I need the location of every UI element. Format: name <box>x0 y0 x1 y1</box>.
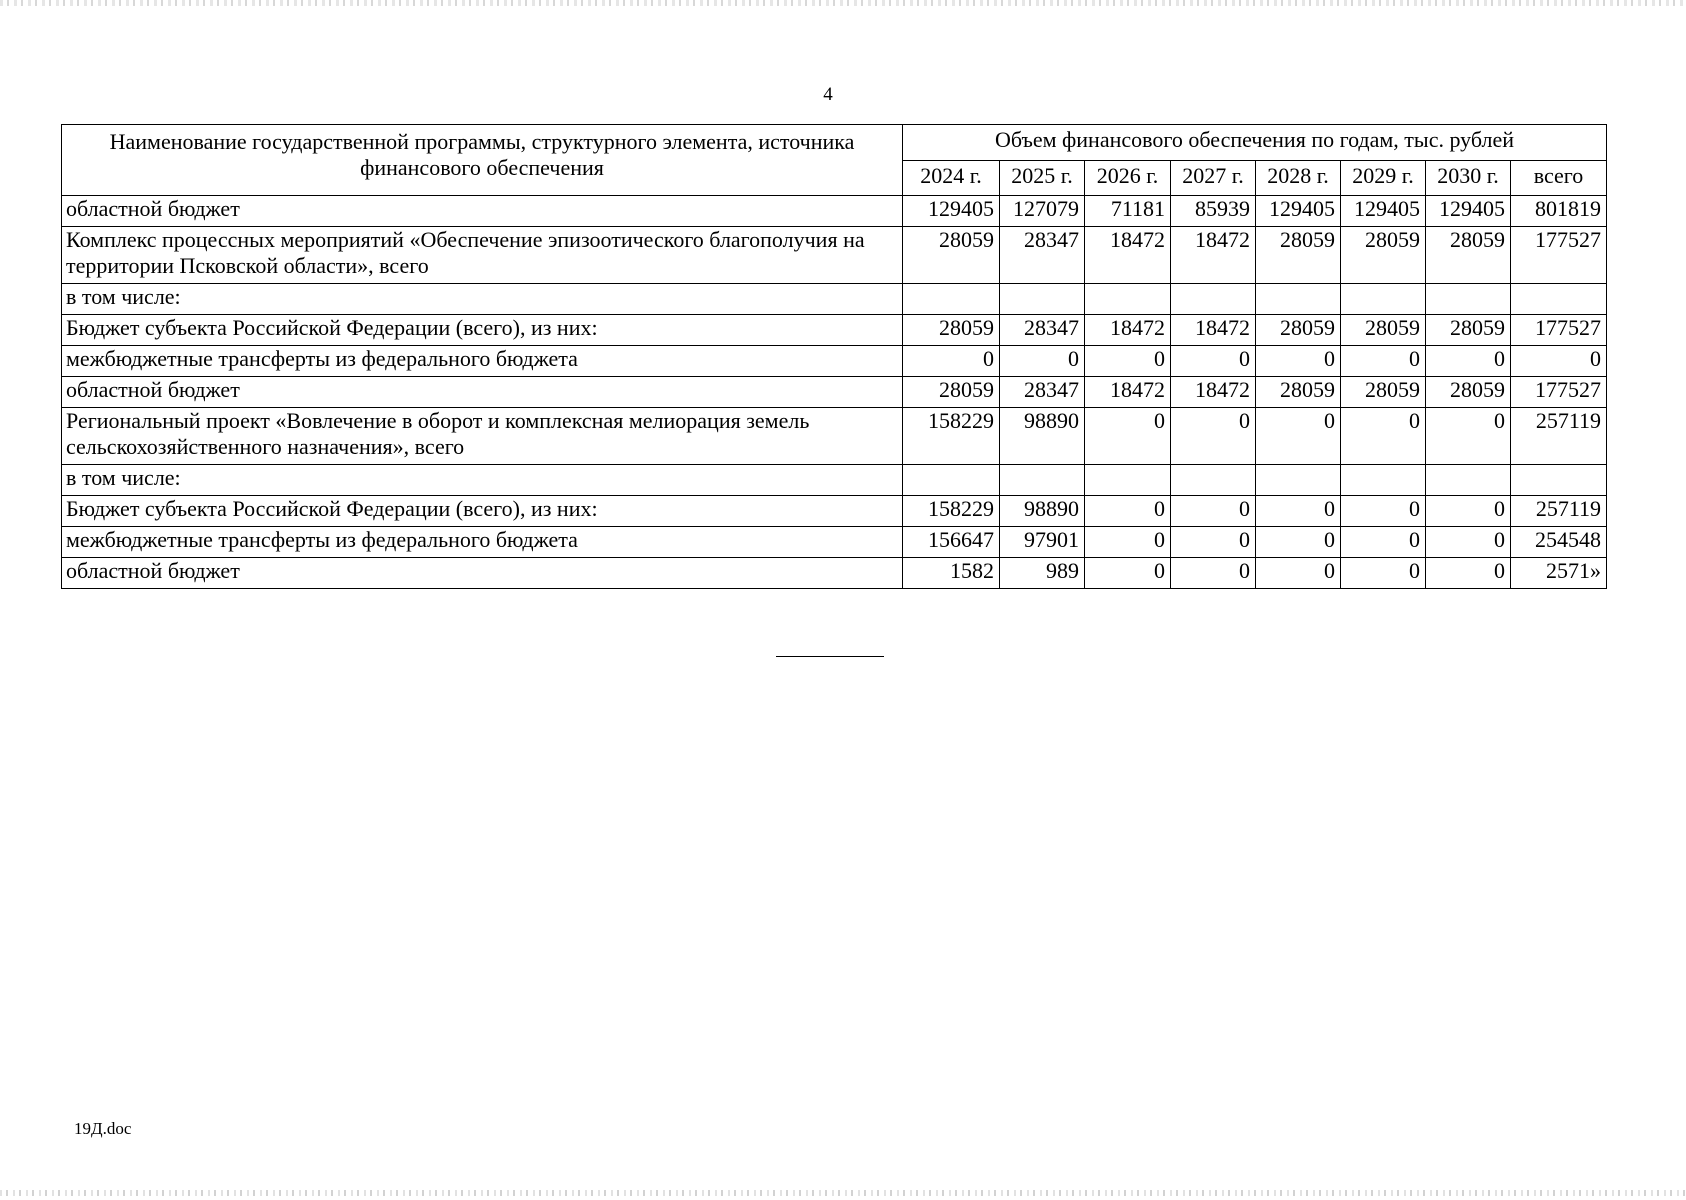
cell-value: 85939 <box>1171 196 1256 227</box>
cell-value: 0 <box>1085 346 1171 377</box>
cell-value: 129405 <box>903 196 1000 227</box>
cell-value: 28347 <box>1000 377 1085 408</box>
cell-value: 989 <box>1000 558 1085 589</box>
cell-total: 801819 <box>1511 196 1607 227</box>
cell-value <box>1085 284 1171 315</box>
cell-value: 0 <box>1256 527 1341 558</box>
scan-edge-top <box>0 0 1686 6</box>
cell-total <box>1511 465 1607 496</box>
cell-total: 257119 <box>1511 408 1607 465</box>
cell-value: 129405 <box>1426 196 1511 227</box>
table-row <box>62 284 1607 315</box>
cell-value: 28059 <box>1426 227 1511 284</box>
cell-value <box>1000 284 1085 315</box>
row-name: Региональный проект «Вовлечение в оборот и комплексная мелиорация земель сельскохозяйственного назначения», всего <box>62 408 903 465</box>
cell-value: 18472 <box>1171 227 1256 284</box>
scan-edge-bottom <box>0 1190 1686 1196</box>
cell-value: 18472 <box>1171 315 1256 346</box>
cell-value: 28059 <box>1341 377 1426 408</box>
table-row <box>62 527 1607 558</box>
cell-value: 129405 <box>1341 196 1426 227</box>
header-year: 2028 г. <box>1256 160 1341 196</box>
header-total: всего <box>1511 160 1607 196</box>
cell-value: 0 <box>1171 527 1256 558</box>
cell-total: 177527 <box>1511 377 1607 408</box>
cell-value: 0 <box>1171 408 1256 465</box>
cell-value: 156647 <box>903 527 1000 558</box>
cell-value: 28347 <box>1000 315 1085 346</box>
cell-value: 0 <box>1426 408 1511 465</box>
cell-value <box>903 465 1000 496</box>
cell-value: 129405 <box>1256 196 1341 227</box>
cell-value: 28059 <box>903 227 1000 284</box>
header-year: 2030 г. <box>1426 160 1511 196</box>
cell-value: 127079 <box>1000 196 1085 227</box>
cell-total: 177527 <box>1511 315 1607 346</box>
cell-value: 71181 <box>1085 196 1171 227</box>
cell-value: 18472 <box>1085 315 1171 346</box>
cell-value <box>1341 465 1426 496</box>
cell-total: 254548 <box>1511 527 1607 558</box>
table-row <box>62 377 1607 408</box>
row-name: Комплекс процессных мероприятий «Обеспечение эпизоотического благополучия на территории Псковской области», всего <box>62 227 903 284</box>
cell-value: 0 <box>1085 558 1171 589</box>
cell-value: 28347 <box>1000 227 1085 284</box>
row-name: областной бюджет <box>62 196 903 227</box>
header-year: 2024 г. <box>903 160 1000 196</box>
table-row <box>62 315 1607 346</box>
table-row <box>62 496 1607 527</box>
cell-value: 28059 <box>903 315 1000 346</box>
cell-value: 28059 <box>1256 377 1341 408</box>
cell-value: 18472 <box>1085 227 1171 284</box>
cell-value: 0 <box>1426 527 1511 558</box>
row-name: областной бюджет <box>62 377 903 408</box>
cell-total <box>1511 284 1607 315</box>
cell-value: 28059 <box>1426 315 1511 346</box>
cell-value: 0 <box>903 346 1000 377</box>
cell-value: 0 <box>1171 558 1256 589</box>
cell-value: 0 <box>1426 346 1511 377</box>
table-row <box>62 196 1607 227</box>
cell-value <box>1085 465 1171 496</box>
cell-value: 18472 <box>1085 377 1171 408</box>
cell-total: 177527 <box>1511 227 1607 284</box>
header-year: 2027 г. <box>1171 160 1256 196</box>
cell-value: 98890 <box>1000 408 1085 465</box>
row-name: областной бюджет <box>62 558 903 589</box>
cell-value <box>1000 465 1085 496</box>
table-row <box>62 465 1607 496</box>
header-name: Наименование государственной программы, структурного элемента, источника финансового обеспечения <box>62 125 903 196</box>
cell-value <box>1171 284 1256 315</box>
cell-value <box>1256 465 1341 496</box>
cell-value <box>903 284 1000 315</box>
file-name: 19Д.doc <box>74 1119 132 1138</box>
table-row <box>62 227 1607 284</box>
cell-value <box>1256 284 1341 315</box>
header-year: 2025 г. <box>1000 160 1085 196</box>
cell-value: 0 <box>1085 527 1171 558</box>
row-name: межбюджетные трансферты из федерального бюджета <box>62 527 903 558</box>
row-name: в том числе: <box>62 284 903 315</box>
page-number: 4 <box>823 84 833 105</box>
cell-value: 0 <box>1256 346 1341 377</box>
cell-value: 0 <box>1256 408 1341 465</box>
cell-value: 98890 <box>1000 496 1085 527</box>
cell-value: 28059 <box>1341 315 1426 346</box>
table-row <box>62 408 1607 465</box>
cell-value: 0 <box>1341 558 1426 589</box>
cell-value: 1582 <box>903 558 1000 589</box>
cell-value: 0 <box>1085 408 1171 465</box>
cell-value <box>1426 465 1511 496</box>
table-row <box>62 558 1607 589</box>
header-volume: Объем финансового обеспечения по годам, тыс. рублей <box>903 125 1607 161</box>
cell-value: 0 <box>1341 527 1426 558</box>
cell-value: 0 <box>1085 496 1171 527</box>
separator-line <box>776 656 884 657</box>
cell-total: 2571» <box>1511 558 1607 589</box>
cell-value <box>1426 284 1511 315</box>
cell-value: 0 <box>1426 558 1511 589</box>
cell-value: 97901 <box>1000 527 1085 558</box>
header-year: 2029 г. <box>1341 160 1426 196</box>
cell-value: 28059 <box>1426 377 1511 408</box>
row-name: в том числе: <box>62 465 903 496</box>
cell-value: 158229 <box>903 496 1000 527</box>
cell-value: 0 <box>1256 496 1341 527</box>
cell-value <box>1171 465 1256 496</box>
cell-value: 0 <box>1426 496 1511 527</box>
cell-value: 0 <box>1256 558 1341 589</box>
cell-value: 0 <box>1171 346 1256 377</box>
cell-total: 257119 <box>1511 496 1607 527</box>
cell-value: 0 <box>1171 496 1256 527</box>
cell-value: 28059 <box>903 377 1000 408</box>
row-name: межбюджетные трансферты из федерального бюджета <box>62 346 903 377</box>
table-row <box>62 346 1607 377</box>
row-name: Бюджет субъекта Российской Федерации (всего), из них: <box>62 315 903 346</box>
financing-table <box>61 124 1607 589</box>
cell-value: 0 <box>1341 346 1426 377</box>
cell-value <box>1341 284 1426 315</box>
cell-value: 28059 <box>1256 315 1341 346</box>
cell-total: 0 <box>1511 346 1607 377</box>
cell-value: 0 <box>1341 408 1426 465</box>
header-year: 2026 г. <box>1085 160 1171 196</box>
cell-value: 28059 <box>1256 227 1341 284</box>
cell-value: 0 <box>1000 346 1085 377</box>
cell-value: 18472 <box>1171 377 1256 408</box>
cell-value: 28059 <box>1341 227 1426 284</box>
row-name: Бюджет субъекта Российской Федерации (всего), из них: <box>62 496 903 527</box>
cell-value: 0 <box>1341 496 1426 527</box>
cell-value: 158229 <box>903 408 1000 465</box>
